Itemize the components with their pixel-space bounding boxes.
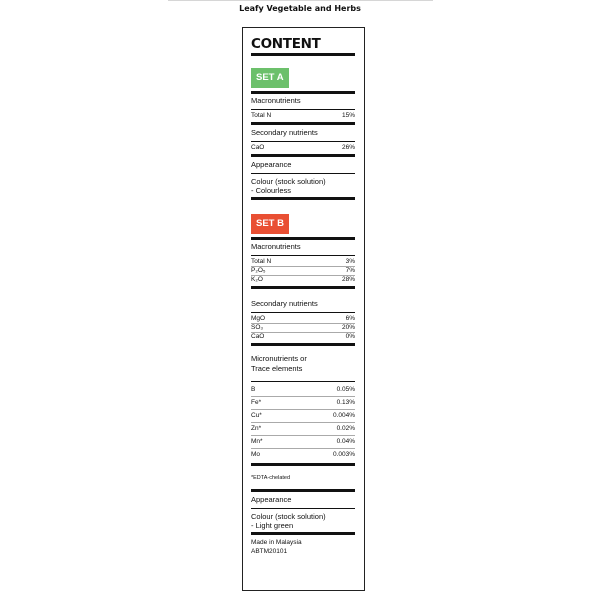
nutrient-row bbox=[251, 397, 355, 409]
divider bbox=[251, 286, 355, 289]
set-b-badge: SET B bbox=[251, 214, 289, 234]
nutrient-value: 0% bbox=[345, 333, 355, 340]
set-b-macronutrients-title: Macronutrients bbox=[251, 242, 301, 251]
footnote: *EDTA-chelated bbox=[251, 474, 291, 481]
nutrient-row bbox=[251, 410, 355, 422]
nutrient-name: Mn* bbox=[251, 437, 263, 445]
nutrient-value: 15% bbox=[341, 112, 355, 119]
nutrient-name: Cu* bbox=[251, 411, 262, 419]
nutrient-row bbox=[251, 276, 355, 284]
heading-bar bbox=[251, 53, 355, 56]
nutrient-value: 7% bbox=[345, 267, 355, 274]
set-b-micro-title: Micronutrients or bbox=[251, 354, 307, 363]
nutrient-row bbox=[251, 267, 355, 275]
nutrient-name: P₂O₅ bbox=[251, 267, 266, 274]
appearance-line: Colour (stock solution) bbox=[251, 177, 326, 186]
appearance-line: - Colourless bbox=[251, 186, 292, 195]
nutrient-label bbox=[242, 27, 365, 591]
origin-text: Made in Malaysia bbox=[251, 538, 302, 546]
nutrient-row bbox=[251, 333, 355, 341]
divider bbox=[251, 255, 355, 256]
set-a-secondary-title: Secondary nutrients bbox=[251, 128, 318, 137]
product-code: ABTM20101 bbox=[251, 547, 288, 555]
divider bbox=[251, 312, 355, 313]
nutrient-name: Total N bbox=[251, 258, 272, 265]
divider bbox=[251, 141, 355, 142]
set-b-appearance-title: Appearance bbox=[251, 494, 292, 504]
nutrient-row bbox=[251, 384, 355, 396]
nutrient-value: 3% bbox=[345, 258, 355, 265]
appearance-line: Colour (stock solution) bbox=[251, 511, 326, 521]
nutrient-name: Zn* bbox=[251, 424, 262, 432]
set-b-micro-title-line2: Trace elements bbox=[251, 364, 303, 373]
set-a-macronutrients-title: Macronutrients bbox=[251, 96, 301, 105]
nutrient-row bbox=[251, 144, 355, 152]
nutrient-row bbox=[251, 449, 355, 461]
nutrient-value: 28% bbox=[341, 276, 355, 283]
nutrient-row bbox=[251, 112, 355, 120]
divider bbox=[251, 173, 355, 174]
set-a-badge: SET A bbox=[251, 68, 289, 88]
nutrient-value: 0.05% bbox=[336, 386, 355, 393]
nutrient-value: 0.04% bbox=[336, 437, 355, 445]
nutrient-row bbox=[251, 315, 355, 323]
nutrient-name: Fe* bbox=[251, 398, 262, 406]
divider bbox=[251, 343, 355, 346]
nutrient-row bbox=[251, 258, 355, 266]
set-a-appearance-title: Appearance bbox=[251, 160, 292, 169]
divider bbox=[251, 154, 355, 157]
nutrient-name: Mo bbox=[251, 450, 261, 458]
nutrient-name: CaO bbox=[251, 333, 265, 340]
nutrient-value: 6% bbox=[345, 315, 355, 322]
nutrient-value: 0.003% bbox=[332, 450, 355, 458]
divider bbox=[251, 532, 355, 535]
top-divider bbox=[168, 0, 433, 1]
divider bbox=[251, 508, 355, 509]
nutrient-name: B bbox=[251, 386, 256, 393]
appearance-line: - Light green bbox=[251, 520, 294, 530]
nutrient-name: Total N bbox=[251, 112, 272, 119]
nutrient-value: 26% bbox=[341, 144, 355, 151]
nutrient-value: 0.004% bbox=[332, 411, 355, 419]
divider bbox=[251, 197, 355, 200]
nutrient-name: MgO bbox=[251, 315, 266, 322]
nutrient-name: CaO bbox=[251, 144, 265, 151]
nutrient-value: 20% bbox=[341, 324, 355, 331]
content-heading: CONTENT bbox=[251, 36, 321, 52]
nutrient-name: K₂O bbox=[251, 276, 263, 283]
set-b-secondary-title: Secondary nutrients bbox=[251, 299, 318, 308]
divider bbox=[251, 463, 355, 466]
divider bbox=[251, 237, 355, 240]
divider bbox=[251, 381, 355, 382]
divider bbox=[251, 91, 355, 94]
nutrient-value: 0.13% bbox=[336, 398, 355, 406]
nutrient-row bbox=[251, 436, 355, 448]
nutrient-value: 0.02% bbox=[336, 424, 355, 432]
divider bbox=[251, 109, 355, 110]
nutrient-row bbox=[251, 324, 355, 332]
nutrient-row bbox=[251, 423, 355, 435]
divider bbox=[251, 489, 355, 492]
nutrient-name: SO₃ bbox=[251, 324, 264, 331]
page-title: Leafy Vegetable and Herbs bbox=[239, 4, 361, 13]
divider bbox=[251, 122, 355, 125]
